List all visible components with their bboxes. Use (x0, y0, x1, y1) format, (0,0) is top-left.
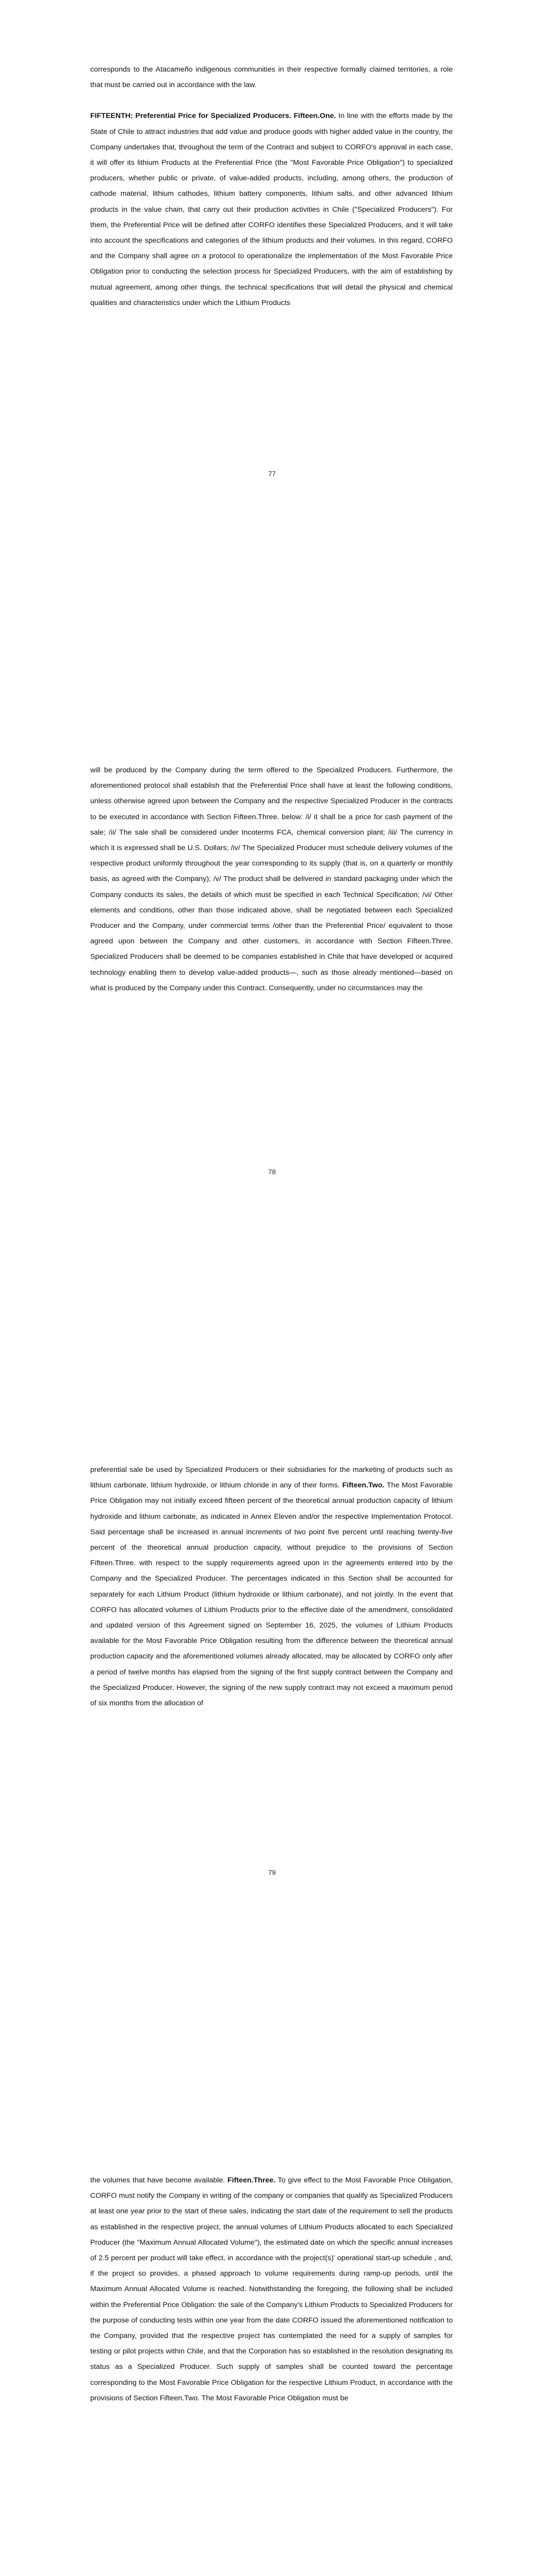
paragraph (90, 1462, 453, 1711)
page-body (90, 62, 453, 311)
section-heading: Fifteen.Three. (227, 2176, 276, 2184)
page-number: 78 (268, 1168, 276, 1176)
paragraph (90, 762, 453, 996)
paragraph-text: corresponds to the Atacameño indigenous communities in their respective formally claimed territories, a role that must be carried out in accordance with the law. (90, 65, 453, 90)
paragraph-text: To give effect to the Most Favorable Price Obligation, CORFO must notify the Company in writing of the company or companies that qualify as Specialized Producers at least one year prior to the start of these sales, indicating the start date of the requirement to sell the products as established in the respective project, the annual volumes of Lithium Products allocated to each Specialized Producer (the "Maximum Annual Allocated Volume"), the estimated date on which the specific annual increases of 2.5 percent per product will take effect, in accordance with the project(s)' operational start-up schedule , and, if the project so provides, a phased approach to volume requirements during ramp-up periods, until the Maximum Annual Allocated Volume is reached. Notwithstanding the foregoing, the following shall be included within the Preferential Price Obligation: the sale of the Company's Lithium Products to Specialized Producers for the purpose of conducting tests within one year from the date CORFO issued the aforementioned notification to the Company, provided that the respective project has contemplated the need for a supply of samples for testing or pilot projects within Chile, and that the Corporation has so established in the resolution designating its status as a Specialized Producer. Such supply of samples shall be counted toward the percentage corresponding to the Most Favorable Price Obligation for the respective Lithium Product, in accordance with the provisions of Section Fifteen.Two. The Most Favorable Price Obligation must be (90, 2176, 453, 2402)
paragraph-text: the volumes that have become available. (90, 2176, 228, 2184)
section-heading: Fifteen.Two. (342, 1481, 385, 1490)
page-body (90, 762, 453, 996)
paragraph-text: preferential sale be used by Specialized Producers or their subsidiaries for the marketing of products such as lithium carbonate, lithium hydroxide, or lithium chloride in any of their forms. (90, 1466, 453, 1490)
document-page-80 (0, 2110, 544, 2576)
document-page-77 (0, 0, 544, 703)
document-page-78 (0, 703, 544, 1406)
page-number: 79 (268, 1869, 276, 1876)
paragraph-text: The Most Favorable Price Obligation may not initially exceed fifteen percent of the theoretical annual production capacity of lithium hydroxide and lithium carbonate, as indicated in Annex Eleven and/or the respective Implementation Protocol. Said percentage shall be increased in annual increments of two point five percent until reaching twenty-five percent of the theoretical annual production capacity, without prejudice to the provisions of Section Fifteen.Three. with respect to the supply requirements agreed upon in the agreements entered into by the Company and the Specialized Producer. The percentages indicated in this Section shall be accounted for separately for each Lithium Product (lithium hydroxide or lithium carbonate), and not jointly. In the event that CORFO has allocated volumes of Lithium Products prior to the effective date of the amendment, consolidated and updated version of this Agreement signed on September 16, 2025, the volumes of Lithium Products available for the Most Favorable Price Obligation resulting from the difference between the theoretical annual production capacity and the aforementioned volumes already allocated, may be allocated by CORFO only after a period of twelve months has elapsed from the signing of the first supply contract between the Company and the Specialized Producer. However, the signing of the new supply contract may not exceed a maximum period of six months from the allocation of (90, 1481, 453, 1708)
paragraph (90, 108, 453, 311)
paragraph-text: will be produced by the Company during the term offered to the Specialized Producers. Furthermore, the aforementioned protocol shall establish that the Preferential Price shall have at least the following conditions, unless otherwise agreed upon between the Company and the respective Specialized Producer in the contracts to be executed in accordance with Section Fifteen.Three. below: /i/ it shall be a price for cash payment of the sale; /ii/ The sale shall be considered under Incoterms FCA, chemical conversion plant; /iii/ The currency in which it is expressed shall be U.S. Dollars; /iv/ The Specialized Producer must schedule delivery volumes of the respective product uniformly throughout the year corresponding to its supply (that is, on a quarterly or monthly basis, as agreed with the Company); /v/ The product shall be delivered in standard packaging under which the Company conducts its sales, the details of which must be specified in each Technical Specification; /vi/ Other elements and conditions, other than those indicated above, shall be negotiated between each Specialized Producer and the Company, under commercial terms /other than the Preferential Price/ equivalent to those agreed upon between the Company and other customers, in accordance with Section Fifteen.Three. Specialized Producers shall be deemed to be companies established in Chile that have developed or acquired technology enabling them to develop value-added products—, such as those already mentioned—based on what is produced by the Company under this Contract. Consequently, under no circumstances may the (90, 766, 453, 992)
page-body (90, 1462, 453, 1711)
section-heading: FIFTEENTH: Preferential Price for Specialized Producers. Fifteen.One. (90, 112, 336, 121)
page-number: 77 (268, 470, 276, 478)
paragraph-text: In line with the efforts made by the State of Chile to attract industries that add value and produce goods with higher added value in the country, the Company undertakes that, throughout the term of the Contract and subject to CORFO's approval in each case, it will offer its lithium Products at the Preferential Price (the "Most Favorable Price Obligation") to specialized producers, whether public or private, of value-added products, including, among others, the production of cathode material, lithium cathodes, lithium battery components, lithium salts, and other advanced lithium products in the value chain, that carry out their production activities in Chile ("Specialized Producers"). For them, the Preferential Price will be defined after CORFO identifies these Specialized Producers, and it will take into account the specifications and categories of the lithium products and their volumes. In this regard, CORFO and the Company shall agree on a protocol to operationalize the implementation of the Most Favorable Price Obligation prior to conducting the selection process for Specialized Producers, with the aim of establishing by mutual agreement, among other things, the technical specifications that will detail the physical and chemical qualities and characteristics under which the Lithium Products (90, 112, 453, 307)
document-page-79 (0, 1406, 544, 2110)
paragraph (90, 2173, 453, 2406)
paragraph (90, 62, 453, 93)
page-body (90, 2173, 453, 2406)
